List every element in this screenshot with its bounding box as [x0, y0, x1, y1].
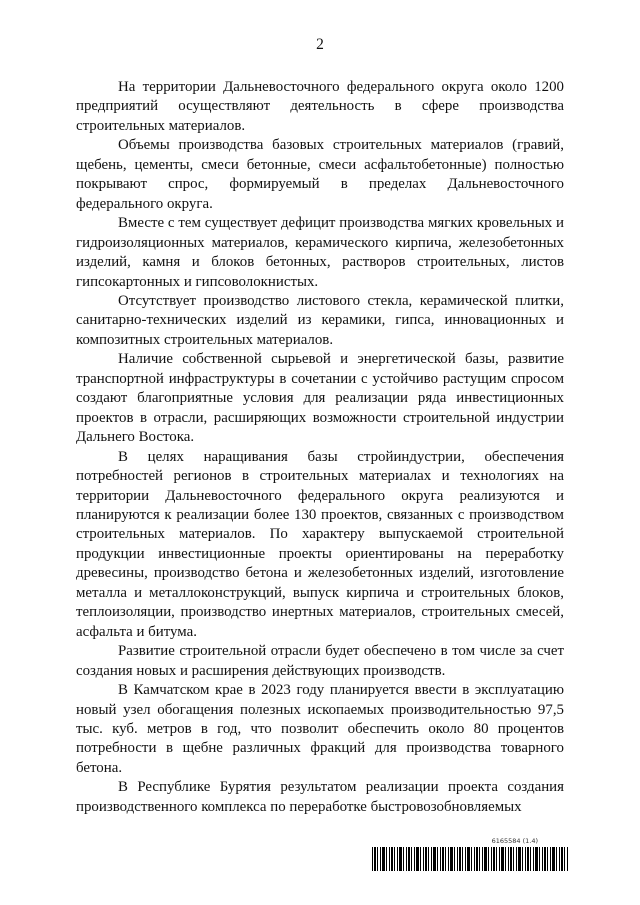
paragraph: В целях наращивания базы стройиндустрии, обеспечения потребностей регионов в строительных материалах и технологиях на территории Дальневосточного федерального округа реализуются и планируются к реализации более 130 проектов, связанных с производством строительных материалов. По характеру выпускаемой строительной продукции инвестиционные проекты ориентированы на переработку древесины, производство бетона и железобетонных изделий, изготовление металла и металлоконструкций, выпуск кирпича и строительных блоков, теплоизоляции, производство инертных материалов, строительных смесей, асфальта и битума.: [76, 448, 564, 640]
paragraph: Отсутствует производство листового стекла, керамической плитки, санитарно-технических изделий из керамики, гипса, инновационных и композитных строительных материалов.: [76, 292, 564, 348]
paragraph: Объемы производства базовых строительных материалов (гравий, щебень, цементы, смеси бетонные, смеси асфальтобетонные) полностью покрывают спрос, формируемый в пределах Дальневосточного федерального округа.: [76, 137, 564, 212]
barcode-block: [372, 837, 568, 875]
barcode-icon: [372, 847, 568, 871]
paragraph: В Республике Бурятия результатом реализации проекта создания производственного комплекса по переработке быстровозобновляемых: [76, 779, 564, 815]
barcode-id: 6165584 (1.4): [491, 837, 538, 845]
paragraph: Наличие собственной сырьевой и энергетической базы, развитие транспортной инфраструктуры в сочетании с устойчиво растущим спросом создают благоприятные условия для реализации ряда инвестиционных проектов в отрасли, расширяющих возможности строительной индустрии Дальнего Востока.: [76, 351, 564, 446]
paragraph: В Камчатском крае в 2023 году планируется ввести в эксплуатацию новый узел обогащения полезных ископаемых производительностью 97,5 тыс. куб. метров в год, что позволит обеспечить около 80 процентов потребности в щебне различных фракций для производства товарного бетона.: [76, 682, 564, 776]
page-number: 2: [316, 36, 324, 53]
paragraph: На территории Дальневосточного федерального округа около 1200 предприятий осуществляют деятельность в сфере производства строительных материалов.: [76, 79, 564, 134]
body-text: [76, 78, 564, 817]
paragraph: Вместе с тем существует дефицит производства мягких кровельных и гидроизоляционных материалов, керамического кирпича, железобетонных изделий, камня и блоков бетонных, растворов строительных, листов гипсокартонных и гипсоволокнистых.: [76, 215, 564, 290]
paragraph: Развитие строительной отрасли будет обеспечено в том числе за счет создания новых и расширения действующих производств.: [76, 643, 564, 679]
